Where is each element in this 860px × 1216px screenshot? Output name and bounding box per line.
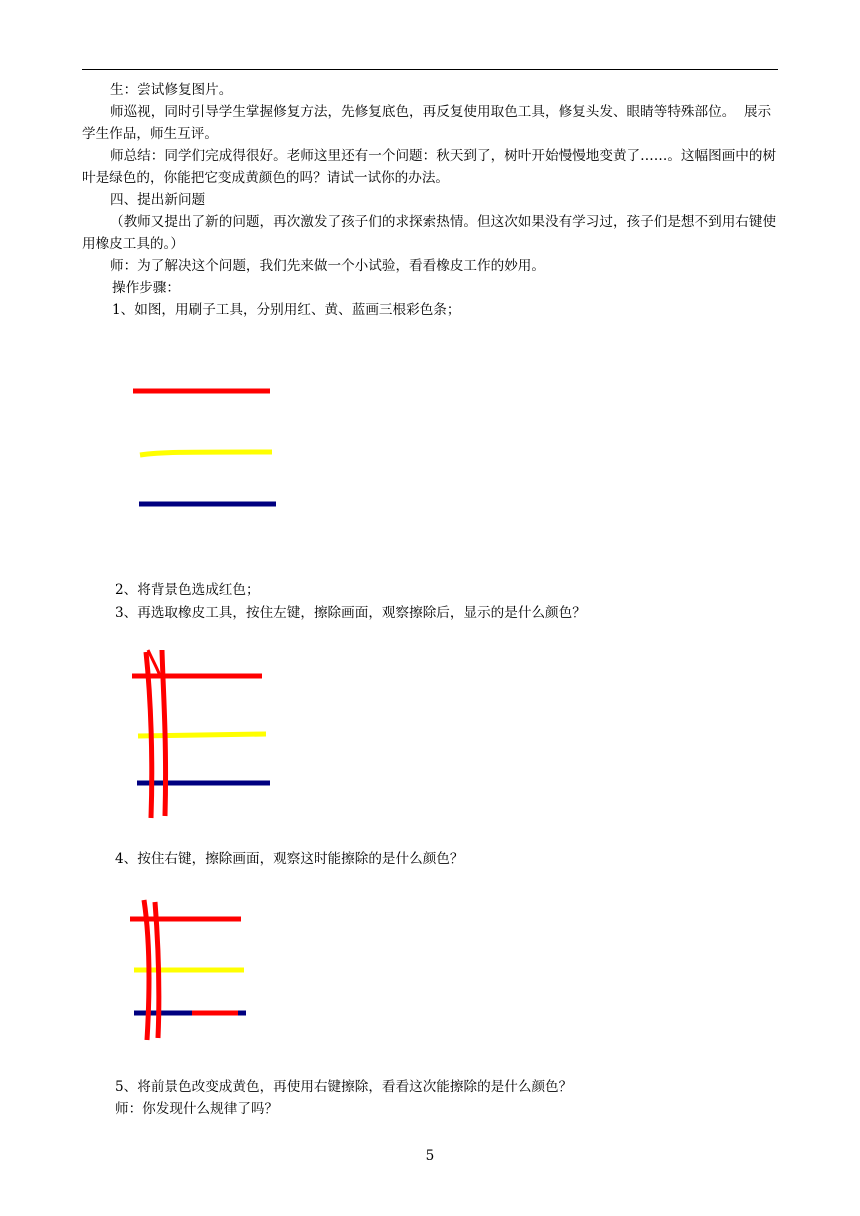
yellow-bar <box>140 452 272 455</box>
paragraph-teacher-summary: 师总结：同学们完成得很好。老师这里还有一个问题：秋天到了，树叶开始慢慢地变黄了……。这幅图画中的树叶是绿色的，你能把它变成黄颜色的吗？请试一试你的办法。 <box>82 148 777 186</box>
step-5: 5、将前景色改变成黄色，再使用右键擦除，看看这次能擦除的是什么颜色？ <box>115 1079 573 1095</box>
step-4: 4、按住右键，擦除画面，观察这时能擦除的是什么颜色？ <box>115 851 464 867</box>
paragraph-student-try: 生：尝试修复图片。 <box>110 82 233 98</box>
step-3: 3、再选取橡皮工具，按住左键，擦除画面，观察擦除后，显示的是什么颜色？ <box>115 605 586 621</box>
step-2: 2、将背景色选成红色； <box>115 582 260 598</box>
header-rule <box>82 69 778 70</box>
erase-stroke-2 <box>162 650 166 816</box>
section-heading: 四、提出新问题 <box>110 192 206 208</box>
figure-1-three-bars <box>120 370 290 520</box>
teacher-question: 师：你发现什么规律了吗？ <box>115 1101 279 1117</box>
yellow-bar <box>138 734 266 736</box>
body-text <box>82 79 778 321</box>
page-number: 5 <box>425 1148 435 1164</box>
paragraph-note: （教师又提出了新的问题，再次激发了孩子们的求探索热情。但这次如果没有学习过，孩子们是想不到用右键使用橡皮工具的。） <box>82 214 777 252</box>
paragraph-teacher-patrol: 师巡视，同时引导学生掌握修复方法，先修复底色，再反复使用取色工具，修复头发、眼睛等特殊部位。 展示学生作品，师生互评。 <box>82 104 772 142</box>
step-1: 1、如图，用刷子工具，分别用红、黄、蓝画三根彩色条； <box>112 302 461 318</box>
figure-2-left-erase <box>120 640 280 830</box>
paragraph-teacher-experiment: 师：为了解决这个问题，我们先来做一个小试验，看看橡皮工作的妙用。 <box>110 258 545 274</box>
figure-3-right-erase <box>120 890 260 1050</box>
paragraph-steps-heading: 操作步骤： <box>112 280 180 296</box>
